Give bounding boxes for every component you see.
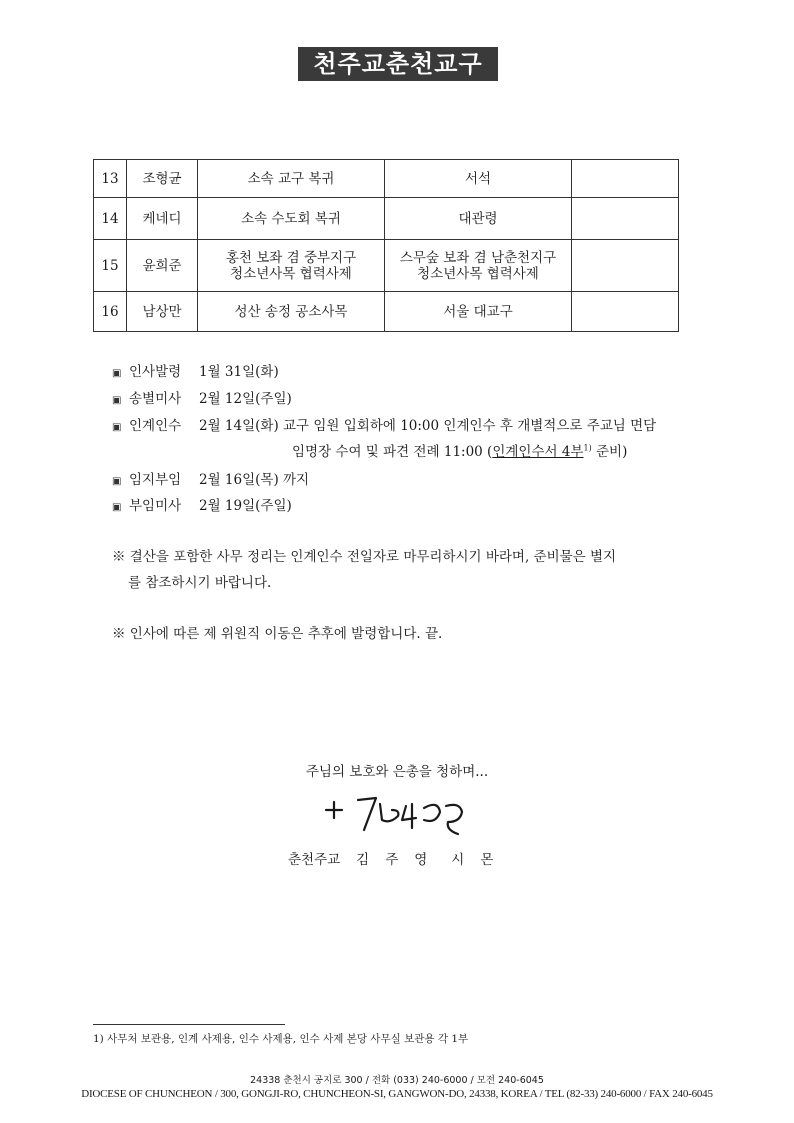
schedule-text: 1월 31일(화) bbox=[199, 364, 279, 380]
address-english: DIOCESE OF CHUNCHEON / 300, GONGJI-RO, CHUNCHEON-SI, GANGWON-DO, 24338, KOREA / TEL (82-33) 240-6000 / FAX 240-6045 bbox=[81, 1088, 713, 1100]
new-post bbox=[385, 240, 572, 292]
previous-post: 성산 송정 공소사목 bbox=[198, 292, 385, 332]
square-bullet-icon: ▣ bbox=[112, 502, 122, 513]
note-line: 를 참조하시기 바랍니다. bbox=[128, 575, 272, 591]
previous-post-line: 청소년사목 협력사제 bbox=[230, 265, 352, 282]
remark-cell bbox=[572, 198, 679, 240]
handover-cont-prefix: 임명장 수여 및 파견 전례 11:00 ( bbox=[292, 444, 493, 460]
row-number: 16 bbox=[94, 292, 127, 332]
schedule-label: 송별미사 bbox=[129, 391, 182, 407]
previous-post-line: 홍천 보좌 겸 중부지구 bbox=[225, 249, 357, 266]
schedule-text: 2월 12일(주일) bbox=[199, 391, 292, 407]
priest-name: 케네디 bbox=[127, 198, 198, 240]
table-row bbox=[94, 160, 679, 198]
footnote-mark: 1) bbox=[583, 443, 592, 453]
schedule-item bbox=[112, 494, 292, 514]
note-committee bbox=[112, 621, 712, 647]
square-bullet-icon: ▣ bbox=[112, 422, 122, 433]
schedule-label: 임지부임 bbox=[129, 472, 182, 488]
assignment-table bbox=[93, 159, 679, 332]
remark-cell bbox=[572, 160, 679, 198]
blessing-text: 주님의 보호와 은총을 청하며... bbox=[305, 764, 489, 780]
row-number: 13 bbox=[94, 160, 127, 198]
square-bullet-icon: ▣ bbox=[112, 368, 122, 379]
handwritten-signature bbox=[320, 790, 480, 840]
square-bullet-icon: ▣ bbox=[112, 395, 122, 406]
schedule-item bbox=[112, 387, 292, 407]
schedule-label: 부임미사 bbox=[129, 498, 182, 514]
schedule-label: 인사발령 bbox=[129, 364, 182, 380]
previous-post: 소속 수도회 복귀 bbox=[198, 198, 385, 240]
new-post-line: 청소년사목 협력사제 bbox=[417, 265, 539, 282]
schedule-text: 2월 19일(주일) bbox=[199, 498, 292, 514]
sender-line bbox=[288, 848, 509, 868]
table-row bbox=[94, 240, 679, 292]
footnote-divider bbox=[93, 1024, 285, 1025]
handover-continuation bbox=[292, 440, 627, 460]
table-row bbox=[94, 198, 679, 240]
note-settlement bbox=[112, 544, 712, 596]
schedule-item bbox=[112, 468, 309, 488]
schedule-text: 2월 14일(화) 교구 임원 입회하에 10:00 인계인수 후 개별적으로 주교님 면담 bbox=[199, 418, 657, 434]
schedule-item bbox=[112, 360, 279, 380]
schedule-label: 인계인수 bbox=[129, 418, 182, 434]
sender-name: 김주영 bbox=[356, 852, 444, 868]
previous-post bbox=[198, 240, 385, 292]
table-row bbox=[94, 292, 679, 332]
footnote: 1) 사무처 보관용, 인계 사제용, 인수 사제용, 인수 사제 본당 사무실 보관용 각 1부 bbox=[93, 1033, 469, 1045]
schedule-item bbox=[112, 414, 656, 434]
note-line: ※ 인사에 따른 제 위원직 이동은 추후에 발령합니다. 끝. bbox=[112, 626, 443, 642]
new-post-line: 스무숲 보좌 겸 남춘천지구 bbox=[399, 249, 557, 266]
blessing-line bbox=[0, 760, 794, 780]
diocese-banner bbox=[298, 47, 498, 81]
note-line: ※ 결산을 포함한 사무 정리는 인계인수 전일자로 마무리하시기 바라며, 준비물은 별지 bbox=[112, 549, 617, 565]
square-bullet-icon: ▣ bbox=[112, 476, 122, 487]
priest-name: 남상만 bbox=[127, 292, 198, 332]
new-post: 서석 bbox=[385, 160, 572, 198]
remark-cell bbox=[572, 292, 679, 332]
handover-cont-suffix: 준비) bbox=[591, 444, 628, 460]
row-number: 14 bbox=[94, 198, 127, 240]
row-number: 15 bbox=[94, 240, 127, 292]
banner-title: 천주교춘천교구 bbox=[313, 50, 483, 78]
priest-name: 윤희준 bbox=[127, 240, 198, 292]
sender-baptismal-name: 시몬 bbox=[451, 852, 510, 868]
handover-cont-underlined: 인계인수서 4부 bbox=[492, 444, 584, 460]
previous-post: 소속 교구 복귀 bbox=[198, 160, 385, 198]
remark-cell bbox=[572, 240, 679, 292]
sender-title: 춘천주교 bbox=[288, 852, 341, 868]
priest-name: 조형균 bbox=[127, 160, 198, 198]
new-post: 서울 대교구 bbox=[385, 292, 572, 332]
address-korean: 24338 춘천시 공지로 300 / 전화 (033) 240-6000 / 모전 240-6045 bbox=[250, 1075, 544, 1086]
schedule-text: 2월 16일(목) 까지 bbox=[199, 472, 310, 488]
new-post: 대관령 bbox=[385, 198, 572, 240]
